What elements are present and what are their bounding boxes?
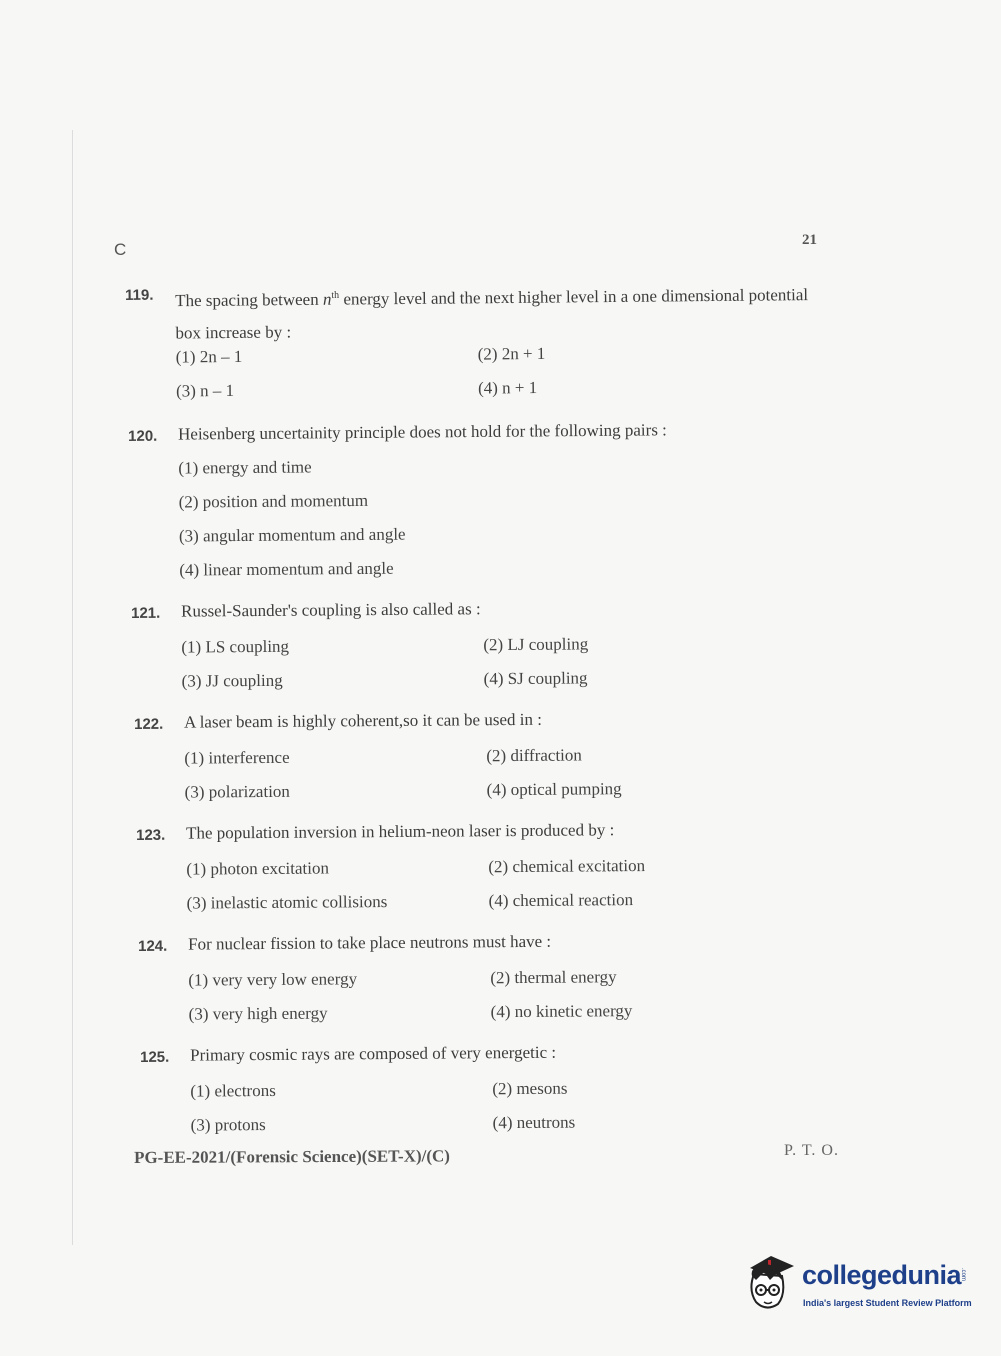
option-2: (2) thermal energy <box>490 967 617 988</box>
option-3: (3) protons <box>190 1115 266 1135</box>
page-edge <box>72 130 73 1245</box>
option-3: (3) angular momentum and angle <box>178 524 406 546</box>
option-2: (2) diffraction <box>486 745 582 766</box>
pto-note: P. T. O. <box>784 1142 839 1159</box>
question-number: 125. <box>140 1048 170 1066</box>
mascot-icon <box>742 1250 800 1314</box>
question-number: 121. <box>131 604 161 622</box>
question-text: Primary cosmic rays are composed of very energetic : <box>189 1042 557 1065</box>
option-4: (4) neutrons <box>492 1112 576 1133</box>
question-text: For nuclear fission to take place neutrons must have : <box>187 931 552 954</box>
collegedunia-logo <box>742 1250 972 1320</box>
option-1: (1) very very low energy <box>188 969 358 990</box>
option-3: (3) JJ coupling <box>181 670 283 691</box>
logo-tagline: India's largest Student Review Platform <box>803 1298 972 1308</box>
question-number: 124. <box>138 937 168 955</box>
logo-com: .com <box>960 1268 966 1282</box>
question-number: 119. <box>125 286 154 304</box>
question-text: The population inversion in helium-neon laser is produced by : <box>185 820 615 843</box>
question-text: The spacing between $n^{th}$ energy level and the next higher level in a one dimensional potential box increase by : <box>175 285 809 343</box>
option-4: (4) SJ coupling <box>483 668 588 689</box>
option-2: (2) position and momentum <box>178 490 369 512</box>
question-text: Heisenberg uncertainity principle does not hold for the following pairs : <box>177 420 667 444</box>
option-2: (2) chemical excitation <box>488 856 646 877</box>
option-2: (2) mesons <box>492 1078 568 1099</box>
option-3: (3) n – 1 <box>175 380 235 401</box>
option-2: (2) LJ coupling <box>483 634 589 655</box>
question-number: 120. <box>128 427 158 445</box>
option-1: (1) photon excitation <box>186 858 330 879</box>
option-3: (3) very high energy <box>188 1003 328 1024</box>
option-3: (3) polarization <box>184 781 290 802</box>
paper-code: PG-EE-2021/(Forensic Science)(SET-X)/(C) <box>134 1146 450 1167</box>
question-number: 123. <box>136 826 166 844</box>
page-number: 21 <box>802 232 817 248</box>
question-number: 122. <box>134 715 164 733</box>
option-3: (3) inelastic atomic collisions <box>186 892 388 913</box>
option-2: (2) 2n + 1 <box>477 343 546 364</box>
option-4: (4) no kinetic energy <box>490 1001 633 1022</box>
question-text: Russel-Saunder's coupling is also called as : <box>180 599 481 621</box>
question-text: A laser beam is highly coherent,so it can be used in : <box>183 709 542 732</box>
option-4: (4) chemical reaction <box>488 890 634 911</box>
option-1: (1) interference <box>184 747 290 768</box>
set-letter: C <box>114 240 127 259</box>
option-1: (1) electrons <box>190 1080 276 1101</box>
option-4: (4) linear momentum and angle <box>179 558 394 580</box>
option-1: (1) 2n – 1 <box>175 346 243 367</box>
option-4: (4) optical pumping <box>486 779 622 800</box>
option-1: (1) energy and time <box>178 457 312 478</box>
option-4: (4) n + 1 <box>477 378 538 398</box>
option-1: (1) LS coupling <box>181 636 290 657</box>
logo-wordmark: collegedunia <box>802 1260 962 1290</box>
